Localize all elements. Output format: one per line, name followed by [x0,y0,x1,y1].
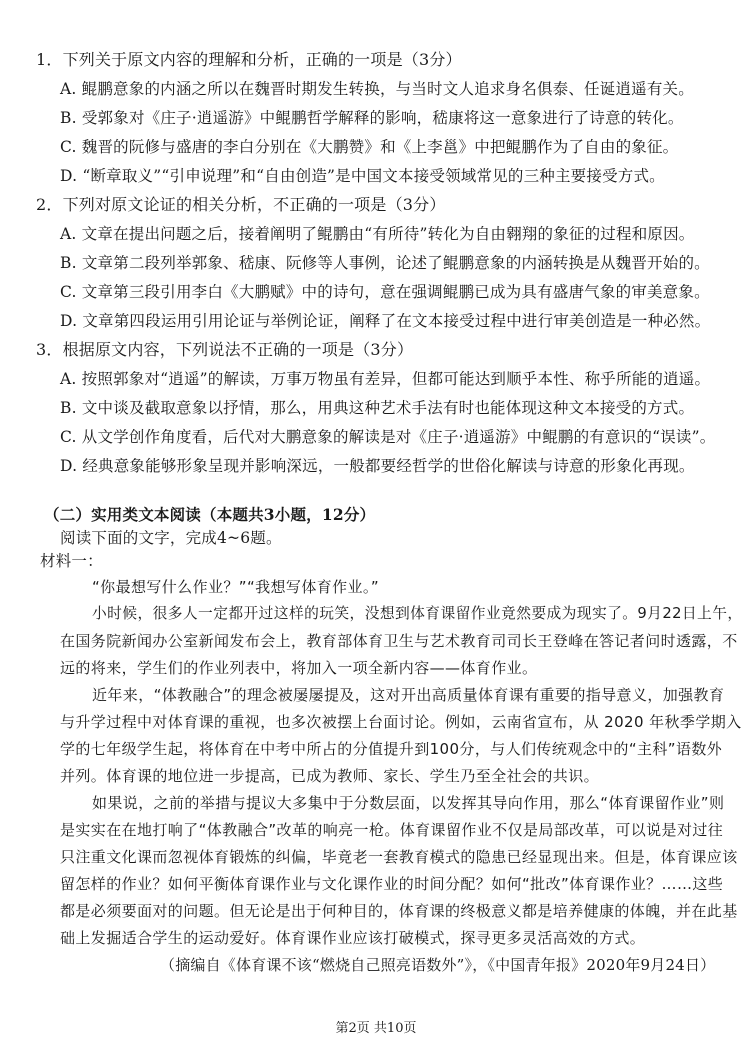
material-source: （摘编自《体育课不该“燃烧自己照亮语数外”》，《中国青年报》2020年9月24日） [160,956,716,974]
question-3-option-a: A. 按照郭象对“逍遥”的解读，万事万物虽有差异，但都可能达到顺乎本性、称乎所能的逍遥。 [60,370,711,388]
material-line: 并列。体育课的地位进一步提高，已成为教师、家长、学生乃至全社会的共识。 [60,767,600,785]
material-line: 近年来，“体教融合”的理念被屡屡提及，这对开出高质量体育课有重要的指导意义，加强教育 [92,686,725,704]
question-1-option-a: A. 鲲鹏意象的内涵之所以在魏晋时期发生转换，与当时文人追求身名俱泰、任诞逍遥有关。 [60,80,694,98]
question-3-option-d: D. 经典意象能够形象呈现并影响深远，一般都要经哲学的世俗化解读与诗意的形象化再现。 [60,457,695,475]
question-3-option-b: B. 文中谈及截取意象以抒情，那么，用典这种艺术手法有时也能体现这种文本接受的方式。 [60,399,695,417]
page-number: 第2页 共10页 [335,1021,417,1036]
material-line: 都是必须要面对的问题。但无论是出于何种目的，体育课的终极意义都是培养健康的体魄，并在此基 [60,902,738,920]
material-line: 是实实在在地打响了“体教融合”改革的响亮一枪。体育课留作业不仅是局部改革，可以说是对过往 [60,821,724,839]
question-2-option-b: B. 文章第二段列举郭象、嵇康、阮修等人事例，论述了鲲鹏意象的内涵转换是从魏晋开始的。 [60,254,710,272]
question-1-option-d: D. “断章取义”“引申说理”和“自由创造”是中国文本接受领域常见的三种主要接受方式。 [60,167,665,185]
question-3-option-c: C. 从文学创作角度看，后代对大鹏意象的解读是对《庄子·逍遥游》中鲲鹏的有意识的“误读”。 [60,428,716,446]
question-2-option-a: A. 文章在提出问题之后，接着阐明了鲲鹏由“有所待”转化为自由翱翔的象征的过程和原因。 [60,225,695,243]
question-1-option-c: C. 魏晋的阮修与盛唐的李白分别在《大鹏赞》和《上李邕》中把鲲鹏作为了自由的象征。 [60,138,679,156]
material-line: 只注重文化课而忽视体育锻炼的纠偏，毕竟老一套教育模式的隐患已经显现出来。但是，体育课应该 [60,848,738,866]
material-line: 在国务院新闻办公室新闻发布会上，教育部体育卫生与艺术教育司司长王登峰在答记者问时透露，不 [60,632,738,650]
material-label: 材料一： [40,552,103,570]
question-2-option-d: D. 文章第四段运用引用论证与举例论证，阐释了在文本接受过程中进行审美创造是一种必然。 [60,312,711,330]
question-2-option-c: C. 文章第三段引用李白《大鹏赋》中的诗句，意在强调鲲鹏已成为具有盛唐气象的审美意象。 [60,283,710,301]
material-line: 小时候，很多人一定都开过这样的玩笑，没想到体育课留作业竟然要成为现实了。9月22日上午， [92,605,743,622]
material-line: 与升学过程中对体育课的重视，也多次被摆上台面讨论。例如，云南省宣布，从 2020 年秋季学期入 [60,713,742,731]
material-line: 如果说，之前的举措与提议大多集中于分数层面，以发挥其导向作用，那么“体育课留作业”则 [92,794,725,812]
material-line: 学的七年级学生起，将体育在中考中所占的分值提升到100分，与人们传统观念中的“主科”语数外 [60,740,723,758]
material-line: 留怎样的作业？如何平衡体育课作业与文化课作业的时间分配？如何“批改”体育课作业？……这些 [60,875,724,893]
material-line: “你最想写什么作业？”“我想写体育作业。” [92,578,379,596]
section-title: （二）实用类文本阅读（本题共3小题，12分） [44,505,376,524]
question-1-stem: 1．下列关于原文内容的理解和分析，正确的一项是（3分） [36,50,462,69]
material-line: 远的将来，学生们的作业列表中，将加入一项全新内容——体育作业。 [60,659,538,677]
question-1-option-b: B. 受郭象对《庄子·逍遥游》中鲲鹏哲学解释的影响，嵇康将这一意象进行了诗意的转化。 [60,109,684,127]
material-line: 础上发掘适合学生的运动爱好。体育课作业应该打破模式，探寻更多灵活高效的方式。 [60,929,646,947]
section-instruction: 阅读下面的文字，完成4~6题。 [60,529,282,547]
question-2-stem: 2．下列对原文论证的相关分析，不正确的一项是（3分） [36,195,446,214]
question-3-stem: 3．根据原文内容，下列说法不正确的一项是（3分） [36,340,414,359]
